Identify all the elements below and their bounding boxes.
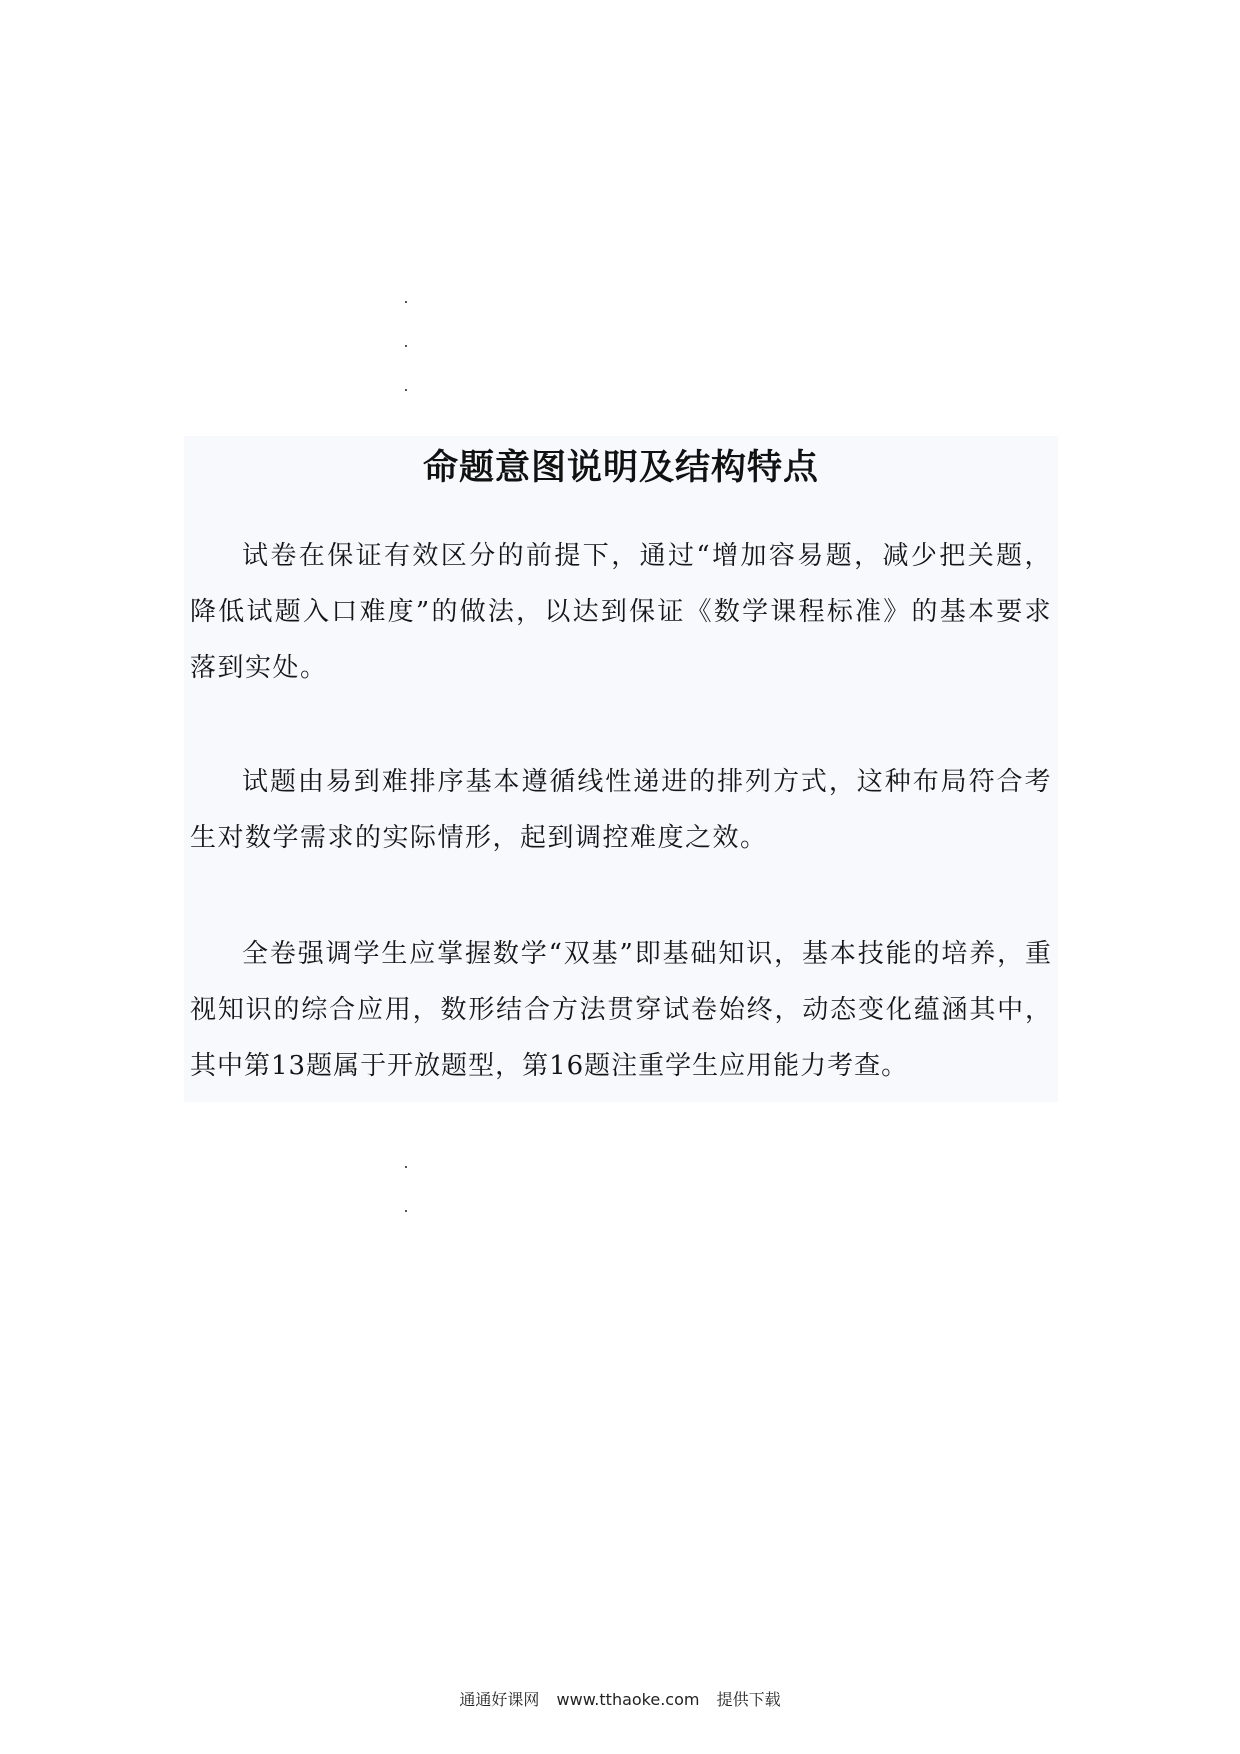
footer-site-name: 通通好课网 <box>459 1690 540 1709</box>
footer-suffix: 提供下载 <box>716 1690 781 1709</box>
document-title: 命题意图说明及结构特点 <box>422 448 819 488</box>
content-block <box>184 436 1058 1102</box>
marker-dot <box>405 345 407 347</box>
paragraph-2: 试题由易到难排序基本遵循线性递进的排列方式，这种布局符合考生对数学需求的实际情形，起到调控难度之效。 <box>190 767 1052 853</box>
marker-dot <box>405 389 407 391</box>
marker-dot <box>405 301 407 303</box>
footer-url[interactable]: www.tthaoke.com <box>556 1690 700 1709</box>
marker-dot <box>405 1166 407 1168</box>
paragraph-1: 试卷在保证有效区分的前提下，通过“增加容易题，减少把关题，降低试题入口难度”的做法，以达到保证《数学课程标准》的基本要求落到实处。 <box>190 541 1052 683</box>
page-footer <box>0 1688 1240 1712</box>
paragraph-3: 全卷强调学生应掌握数学“双基”即基础知识，基本技能的培养，重视知识的综合应用，数形结合方法贯穿试卷始终，动态变化蕴涵其中，其中第13题属于开放题型，第16题注重学生应用能力考查。 <box>190 939 1052 1081</box>
marker-dot <box>405 1210 407 1212</box>
